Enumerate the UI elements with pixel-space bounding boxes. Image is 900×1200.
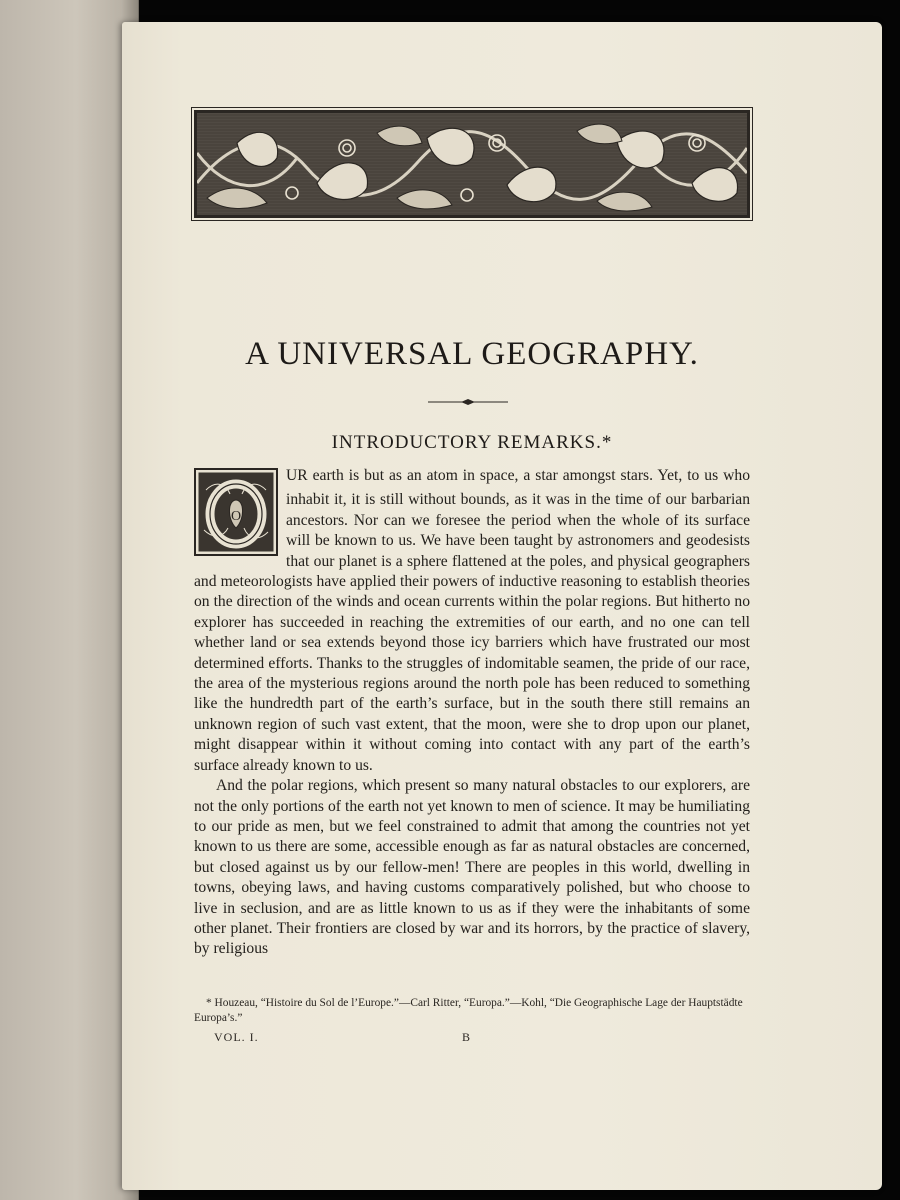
floral-ornament-icon bbox=[197, 113, 747, 215]
illuminated-letter-icon bbox=[196, 470, 276, 554]
facing-page-edge bbox=[0, 0, 139, 1200]
body-text bbox=[194, 466, 750, 960]
dropcap-letter: O bbox=[230, 509, 242, 524]
decorative-headpiece bbox=[194, 110, 750, 218]
signature-mark: B bbox=[462, 1030, 471, 1044]
paragraph-1: OUR earth is but as an atom in space, a star amongst stars. Yet, to us who inhabit it, it is still without bounds, as it was in the time of our barbarian ancestors. Nor can we foresee the period when the whole of its surface will be known to us. We have been taught by astronomers and geodesists that our planet is a sphere flattened at the poles, and physical geographers and meteorologists have applied their powers of inductive reasoning to establish theories on the direction of the winds and ocean currents within the polar regions. But hitherto no explorer has succeeded in reaching the extremities of our earth, and no one can tell whether land or sea extends beyond those icy barriers which have frustrated our most determined efforts. Thanks to the struggles of indomitable seamen, the pride of our race, the area of the mysterious regions around the north pole has been reduced to something like the hundredth part of the earth’s surface, but in the south there still remains an unknown region of such vast extent, that the moon, were she to drop upon our planet, might disappear within it without coming into contact with any part of the earth’s surface already known to us. bbox=[194, 467, 750, 774]
section-heading: INTRODUCTORY REMARKS.* bbox=[331, 432, 613, 453]
volume-signature: VOL. I. bbox=[214, 1030, 259, 1044]
dropcap-initial bbox=[194, 468, 278, 556]
page-title: A UNIVERSAL GEOGRAPHY. bbox=[245, 336, 699, 372]
footnote: * Houzeau, “Histoire du Sol de l’Europe.”—Carl Ritter, “Europa.”—Kohl, “Die Geographische Lage der Hauptstädte Europa’s.” bbox=[194, 997, 743, 1024]
title-divider-ornament bbox=[428, 397, 508, 407]
paragraph-2: And the polar regions, which present so many natural obstacles to our explorers, are not the only portions of the earth not yet known to men of science. It may be humiliating to our pride as men, but we feel constrained to admit that among the countries not yet known to us there are some, accessible enough as far as natural obstacles are concerned, but closed against us by our fellow-men! There are peoples in this world, dwelling in towns, obeying laws, and having customs comparatively polished, but who choose to live in seclusion, and are as little known to us as if they were the inhabitants of some other planet. Their frontiers are closed by war and its horrors, by the practice of slavery, by religious bbox=[194, 777, 750, 958]
